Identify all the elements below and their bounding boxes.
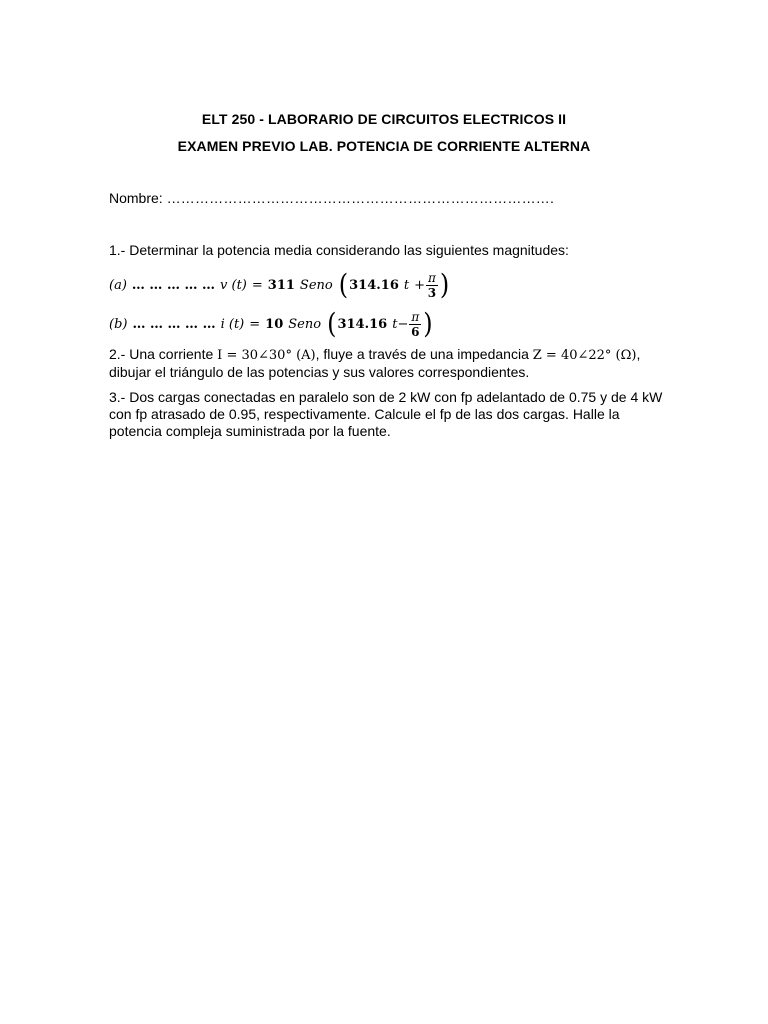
name-field-line [109,190,554,206]
question-2-impedance: Z = 40∠22° (Ω) [532,348,637,363]
equation-b-amplitude: 10 [265,316,284,332]
equation-a-t: t [403,277,410,293]
equation-b-operator: − [397,316,409,332]
course-title: ELT 250 - LABORARIO DE CIRCUITOS ELECTRICOS II [201,111,567,127]
equation-a-close-paren: ) [439,268,450,302]
equation-a-amplitude: 311 [267,277,295,293]
equation-b-pi: π [411,309,420,324]
equation-a-seno: Seno [299,277,333,293]
question-3-text: 3.- Dos cargas conectadas en paralelo son de 2 kW con fp adelantado de 0.75 y de 4 kW con fp atrasado de 0.95, respectivamente. Calcule el fp de las dos cargas. Halle la potencia compleja suministrada por la fuente. [109,389,663,439]
equation-b-function: i (t) [220,316,245,332]
equation-b-t: t [392,316,398,332]
equation-b-dots: … … … … … [132,316,216,332]
equation-b-frequency: 314.16 [337,316,388,332]
equation-b-label: (b) [109,316,128,332]
equation-b [109,308,434,340]
question-2-current: I = 30∠30° (A) [217,348,316,363]
question-2-text [109,346,669,381]
equation-a-function: v (t) [220,277,247,293]
equation-b-close-paren: ) [423,307,433,341]
equation-b-denominator: 6 [411,324,420,339]
equation-a-label: (a) [109,277,127,293]
equation-a-operator: + [414,277,426,293]
equation-a-frequency: 314.16 [349,277,399,293]
question-2-middle: , fluye a través de una impedancia [315,346,533,362]
exam-title: EXAMEN PREVIO LAB. POTENCIA DE CORRIENTE ALTERNA [177,138,591,154]
equation-a-open-paren: ( [338,268,349,302]
equation-b-open-paren: ( [327,307,337,341]
question-2-suffix: , dibujar el triángulo de las potencias y sus valores correspondientes. [109,346,641,380]
equation-b-seno: Seno [288,316,322,332]
name-label: Nombre: [109,190,163,206]
equation-a-dots: … … … … … [131,277,216,293]
name-blank-dots: ………………………………………………………………………. [166,190,555,206]
equation-a-equals: = [251,277,263,293]
question-1-text: 1.- Determinar la potencia media considerando las siguientes magnitudes: [109,242,569,258]
equation-a-pi: π [428,270,436,285]
equation-a [109,270,450,300]
equation-a-phase-fraction [426,272,438,299]
question-2-prefix: 2.- Una corriente [109,346,218,362]
equation-b-equals: = [249,316,261,332]
equation-a-denominator: 3 [427,285,437,300]
equation-b-phase-fraction [409,311,421,338]
